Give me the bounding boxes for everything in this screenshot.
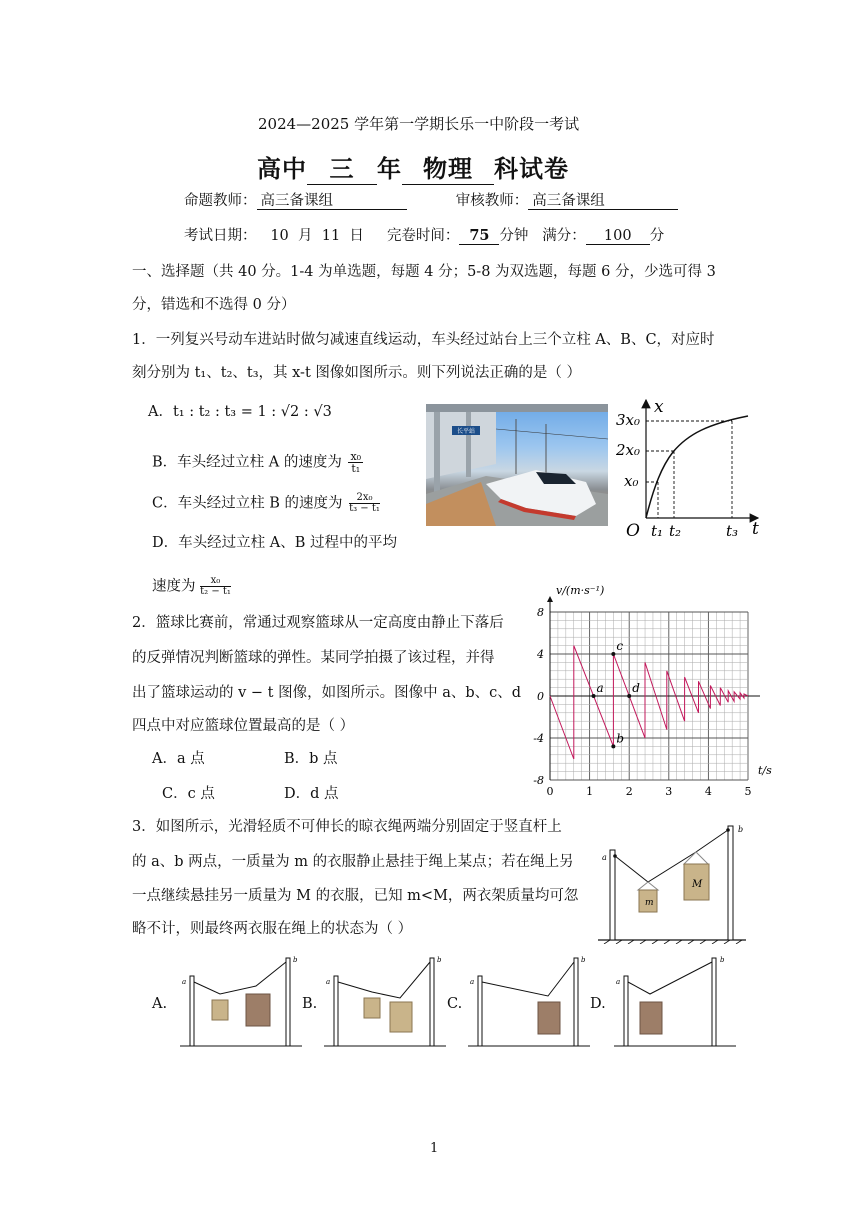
q3-option-d: D. (590, 996, 606, 1012)
svg-text:b: b (738, 825, 744, 834)
point-c (611, 652, 615, 656)
q3-option-c-figure (466, 954, 592, 1054)
q3-option-b: B. (302, 996, 318, 1012)
xtick-t1: t₁ (651, 522, 664, 540)
q2-line3: 出了篮球运动的 v − t 图像，如图所示。图像中 a、b、c、d (132, 685, 522, 701)
q3-line3: 一点继续悬挂另一质量为 M 的衣服，已知 m<M，两衣架质量均可忽 (132, 888, 579, 904)
title-part: 科试卷 (494, 154, 569, 183)
svg-text:a: a (616, 978, 621, 986)
ytick-label: -8 (533, 774, 544, 787)
point-d (627, 694, 631, 698)
svg-text:b: b (581, 956, 586, 964)
exam-line1: 2024—2025 学年第一学期长乐一中阶段一考试 (258, 115, 580, 133)
q1-option-b: B．车头经过立柱 A 的速度为 $\frac{\text{x₀}}{\text{t₁}}$ (152, 450, 362, 475)
svg-text:b: b (720, 956, 725, 964)
svg-text:m: m (645, 898, 654, 908)
xtick-label: 0 (546, 785, 554, 798)
title-part: 年 (377, 154, 402, 183)
q1-line2: 刻分别为 t₁、t₂、t₃，其 x-t 图像如图所示。则下列说法正确的是（ ） (132, 365, 582, 381)
xtick-label: 3 (665, 785, 673, 798)
q3-option-c: C. (447, 996, 463, 1012)
q1-line1: 1．一列复兴号动车进站时做匀减速直线运动，车头经过站台上三个立柱 A、B、C，对应时 (132, 332, 715, 348)
xtick-label: 1 (586, 785, 594, 798)
point-label-a: a (596, 681, 604, 695)
q1-x-t-graph (616, 394, 762, 542)
q3-line1: 3．如图所示，光滑轻质不可伸长的晾衣绳两端分别固定于竖直杆上 (132, 819, 562, 835)
section1-line2: 分，错选和不选得 0 分） (132, 297, 296, 313)
q2-option-c: C．c 点 (162, 786, 215, 802)
chart-xlabel: t/s (758, 764, 772, 777)
q2-line4: 四点中对应篮球位置最高的是（ ） (132, 718, 355, 734)
y-label: x (654, 397, 664, 417)
xtick-label: 5 (744, 785, 752, 798)
q2-option-b: B．b 点 (284, 751, 338, 767)
point-a (592, 694, 596, 698)
q3-line2: 的 a、b 两点，一质量为 m 的衣服静止悬挂于绳上某点；若在绳上另 (132, 854, 574, 870)
q3-option-a: A. (152, 996, 168, 1012)
svg-text:a: a (602, 853, 607, 862)
point-label-c: c (616, 639, 624, 653)
xtick-t3: t₃ (726, 522, 739, 540)
q2-option-a: A．a 点 (152, 751, 205, 767)
chart-points (592, 639, 641, 748)
title-subject: 物理 (402, 149, 494, 185)
svg-text:a: a (182, 978, 187, 986)
ytick-x0: x₀ (624, 472, 639, 490)
station-sign: 长平站 (456, 428, 476, 435)
title-grade: 三 (307, 149, 377, 185)
svg-text:M: M (692, 879, 703, 890)
q1-option-d-line1: D．车头经过立柱 A、B 过程中的平均 (152, 535, 397, 551)
q2-option-d: D．d 点 (284, 786, 339, 802)
exam-title (257, 149, 569, 185)
q3-line4: 略不计，则最终两衣服在绳上的状态为（ ） (132, 921, 413, 937)
section1-line1: 一、选择题（共 40 分。1-4 为单选题，每题 4 分；5-8 为双选题，每题 6 分，少选可得 3 (132, 264, 716, 280)
ytick-label: 4 (537, 648, 544, 661)
ytick-3x0: 3x₀ (616, 411, 641, 429)
title-part: 高中 (257, 154, 307, 183)
point-b (611, 744, 615, 748)
x-t-curve (646, 416, 748, 518)
point-label-b: b (616, 731, 625, 746)
x-label: t (752, 519, 759, 539)
svg-text:b: b (437, 956, 442, 964)
ytick-label: -4 (533, 732, 544, 745)
q1-option-a: A．t₁ : t₂ : t₃ = 1 : √2 : √3 (148, 404, 332, 420)
ytick-label: 0 (537, 690, 544, 703)
q3-main-figure (596, 820, 748, 944)
q3-option-a-figure (178, 954, 304, 1054)
y-arrow (547, 596, 553, 602)
date-line: 考试日期： 10 月 11 日 完卷时间： 75 分钟 满分： 100 分 (184, 227, 665, 244)
svg-text:a: a (470, 978, 475, 986)
point-label-d: d (632, 681, 640, 695)
setter-line: 命题教师： 高三备课组 审核教师： 高三备课组 (184, 194, 678, 210)
xtick-t2: t₂ (669, 522, 682, 540)
q1-option-d-line2: 速度为 $\frac{\text{x₀}}{\text{t₂ − t₁}}$ (152, 575, 231, 597)
train-illustration (426, 404, 608, 526)
ytick-label: 8 (537, 606, 544, 619)
train-photo (426, 404, 608, 526)
q3-option-d-figure (612, 954, 738, 1054)
q1-option-c: C．车头经过立柱 B 的速度为 $\frac{\text{2x₀}}{\text{t₃ − t₁}}$ (152, 492, 380, 514)
xtick-label: 2 (625, 785, 633, 798)
origin-label: O (626, 521, 640, 541)
chart-ylabel: v/(m·s⁻¹) (556, 584, 605, 597)
q2-line1: 2．篮球比赛前，常通过观察篮球从一定高度由静止下落后 (132, 615, 504, 631)
svg-text:a: a (326, 978, 331, 986)
page-number: 1 (430, 1141, 439, 1156)
xtick-label: 4 (704, 785, 712, 798)
q3-option-b-figure (322, 954, 448, 1054)
ytick-2x0: 2x₀ (616, 441, 641, 459)
q2-line2: 的反弹情况判断篮球的弹性。某同学拍摄了该过程，并得 (132, 650, 495, 666)
q2-v-t-chart (522, 578, 784, 802)
svg-text:b: b (293, 956, 298, 964)
